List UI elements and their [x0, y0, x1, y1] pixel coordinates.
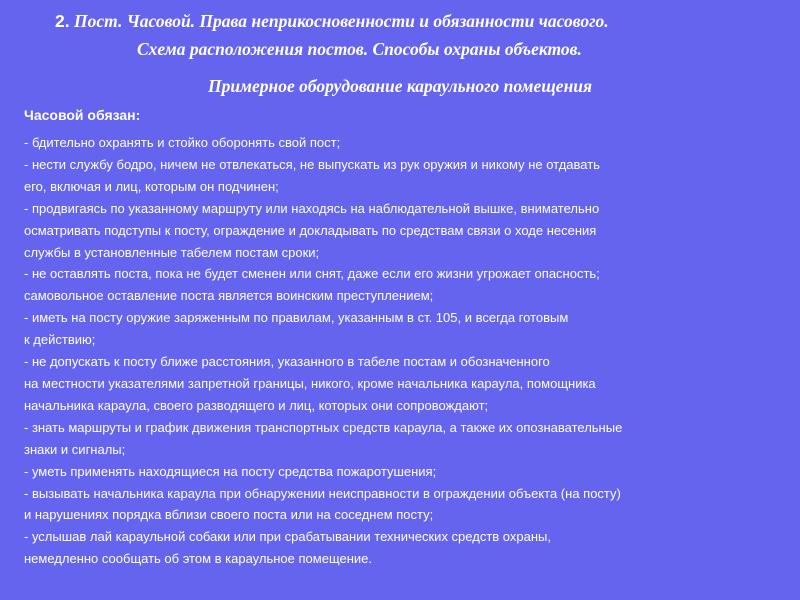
duty-line: - не допускать к посту ближе расстояния, указанного в табеле постам и обозначенного [24, 354, 550, 370]
slide-title-text: Пост. Часовой. Права неприкосновенности и обязанности часового. [73, 11, 609, 31]
duty-line: - нести службу бодро, ничем не отвлекаться, не выпускать из рук оружия и никому не отдавать [24, 156, 600, 172]
duty-line: - услышав лай караульной собаки или при срабатывании технических средств охраны, [24, 529, 551, 545]
duty-line: к действию; [24, 332, 96, 348]
duty-line: самовольное оставление поста является воинским преступлением; [24, 288, 434, 304]
duty-line: службы в установленные табелем постам сроки; [24, 244, 320, 260]
slide-title-line1 [55, 8, 609, 34]
duty-line: его, включая и лиц, которым он подчинен; [24, 178, 279, 194]
duty-list [24, 132, 784, 570]
slide-subtitle: Примерное оборудование караульного помещения [207, 76, 593, 96]
duty-line: - вызывать начальника караула при обнаружении неисправности в ограждении объекта (на посту) [24, 485, 621, 501]
duty-line: - не оставлять поста, пока не будет сменен или снят, даже если его жизни угрожает опасность; [24, 266, 600, 282]
duty-line: осматривать подступы к посту, ограждение и докладывать по средствам связи о ходе несения [24, 222, 597, 238]
duty-line: - знать маршруты и график движения транспортных средств караула, а также их опознавательные [24, 419, 623, 435]
duty-line: - продвигаясь по указанному маршруту или находясь на наблюдательной вышке, внимательно [24, 200, 600, 216]
slide-title-line2: Схема расположения постов. Способы охраны объектов. [137, 39, 582, 59]
duty-line: начальника караула, своего разводящего и лиц, которых они сопровождают; [24, 397, 489, 413]
duty-line: знаки и сигналы; [24, 441, 126, 457]
duty-line: и нарушениях порядка вблизи своего поста или на соседнем посту; [24, 507, 434, 523]
duty-line: - уметь применять находящиеся на посту средства пожаротушения; [24, 463, 437, 479]
duty-line: немедленно сообщать об этом в караульное помещение. [24, 551, 373, 567]
duty-line: - иметь на посту оружие заряженным по правилам, указанным в ст. 105, и всегда готовым [24, 310, 569, 326]
duty-line: на местности указателями запретной границы, никого, кроме начальника караула, помощника [24, 375, 596, 391]
duty-heading: Часовой обязан: [24, 107, 141, 123]
slide-number: 2. [55, 11, 70, 31]
duty-line: - бдительно охранять и стойко оборонять свой пост; [24, 135, 341, 150]
